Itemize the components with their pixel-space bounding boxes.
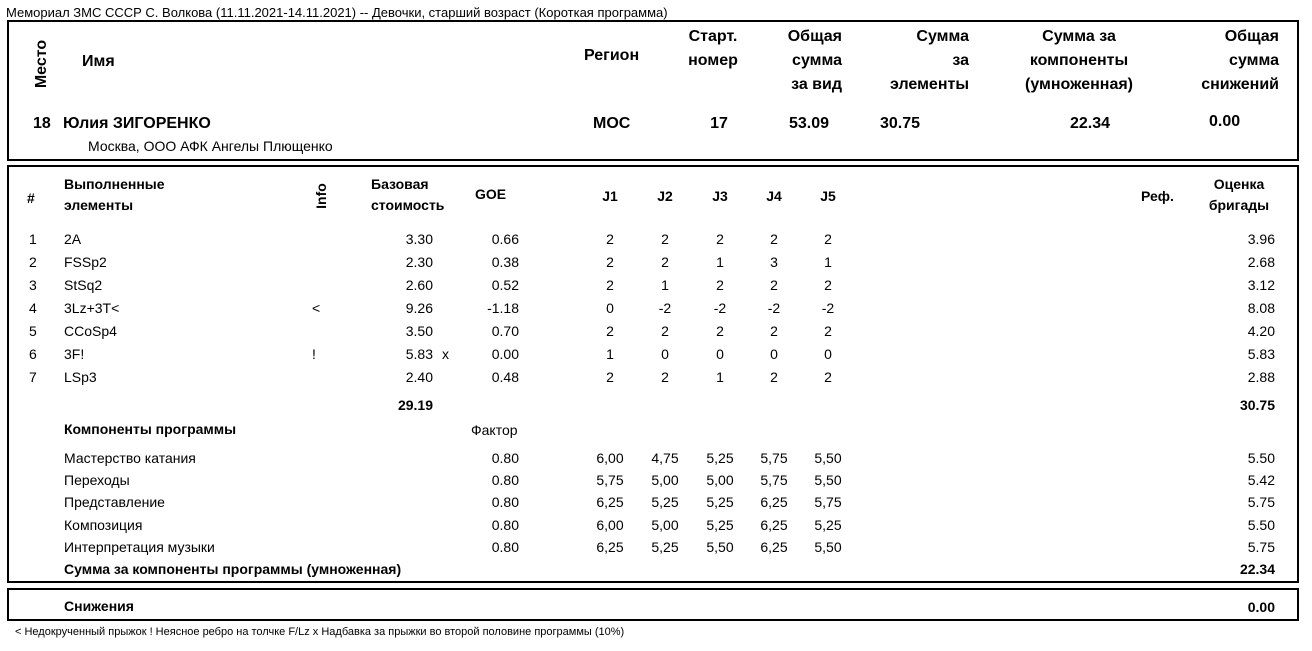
- component-score: 5.75: [1247, 494, 1275, 510]
- skater-region: МОС: [593, 115, 631, 132]
- element-bonus: x: [442, 346, 449, 362]
- skater-name: Юлия ЗИГОРЕНКО: [63, 115, 211, 132]
- component-name: Мастерство катания: [64, 450, 196, 466]
- element-j3: 2: [716, 277, 724, 293]
- element-num: 5: [29, 323, 37, 339]
- component-j1: 6,00: [596, 517, 624, 533]
- element-j4: 2: [770, 369, 778, 385]
- element-j5: 2: [824, 277, 832, 293]
- element-j5: 1: [824, 254, 832, 270]
- element-num: 2: [29, 254, 37, 270]
- col-j1-header: J1: [602, 188, 618, 204]
- element-j1: 0: [606, 300, 614, 316]
- col-goe-header: GOE: [475, 186, 507, 202]
- component-j3: 5,25: [706, 494, 734, 510]
- deductions-total: 0.00: [1247, 599, 1275, 615]
- element-score: 8.08: [1247, 300, 1275, 316]
- element-num: 3: [29, 277, 37, 293]
- element-j5: 0: [824, 346, 832, 362]
- col-j3-header: J3: [712, 188, 728, 204]
- element-base: 2.40: [405, 369, 433, 385]
- skater-tes: 30.75: [880, 115, 921, 132]
- component-factor: 0.80: [491, 450, 519, 466]
- element-goe: 0.70: [491, 323, 519, 339]
- component-j5: 5,25: [814, 517, 842, 533]
- element-num: 1: [29, 231, 37, 247]
- skater-start-number: 17: [710, 115, 728, 132]
- details-box: [7, 165, 1299, 583]
- component-j2: 5,00: [651, 472, 679, 488]
- element-j3: 0: [716, 346, 724, 362]
- col-ref-header: Реф.: [1141, 188, 1174, 204]
- header-pcs: Сумма за компоненты (умноженная): [1025, 28, 1133, 93]
- skater-pcs: 22.34: [1070, 115, 1111, 132]
- components-total-label: Сумма за компоненты программы (умноженная): [64, 561, 402, 577]
- component-name: Интерпретация музыки: [64, 539, 215, 555]
- element-base: 2.30: [405, 254, 433, 270]
- element-j1: 2: [606, 231, 614, 247]
- element-base: 2.60: [405, 277, 433, 293]
- header-region: Регион: [584, 47, 640, 64]
- col-j4-header: J4: [766, 188, 782, 204]
- col-j2-header: J2: [657, 188, 673, 204]
- element-score: 2.88: [1247, 369, 1275, 385]
- col-panel-header: Оценка бригады: [1208, 176, 1270, 213]
- component-score: 5.50: [1247, 450, 1275, 466]
- component-j3: 5,00: [706, 472, 734, 488]
- element-num: 6: [29, 346, 37, 362]
- factor-label: Фактор: [471, 422, 518, 438]
- component-factor: 0.80: [491, 472, 519, 488]
- skater-place: 18: [33, 115, 51, 132]
- element-j4: 2: [770, 323, 778, 339]
- component-factor: 0.80: [491, 539, 519, 555]
- component-name: Представление: [64, 494, 165, 510]
- element-j1: 2: [606, 277, 614, 293]
- element-j2: 2: [661, 323, 669, 339]
- element-name: 3F!: [64, 346, 85, 362]
- skater-total: 53.09: [788, 115, 830, 132]
- deductions-box: [7, 588, 1299, 621]
- component-j3: 5,25: [706, 450, 734, 466]
- component-j1: 6,00: [596, 450, 624, 466]
- element-j1: 1: [606, 346, 614, 362]
- header-start-number: Старт. номер: [688, 28, 738, 69]
- element-info: !: [312, 346, 316, 362]
- element-j4: 2: [770, 231, 778, 247]
- component-j2: 4,75: [651, 450, 679, 466]
- component-j5: 5,50: [814, 539, 842, 555]
- element-j2: 2: [661, 231, 669, 247]
- skater-deductions: 0.00: [1209, 113, 1241, 130]
- col-executed-header: Выполненные элементы: [64, 176, 165, 213]
- elements-total-score: 30.75: [1239, 397, 1275, 413]
- legend: < Недокрученный прыжок ! Неясное ребро на толчке F/Lz x Надбавка за прыжки во второй половине программы (10%): [15, 626, 625, 638]
- component-factor: 0.80: [491, 494, 519, 510]
- elements-total-base: 29.19: [397, 397, 433, 413]
- component-score: 5.50: [1247, 517, 1275, 533]
- element-goe: 0.38: [491, 254, 519, 270]
- element-base: 9.26: [405, 300, 433, 316]
- element-score: 3.96: [1247, 231, 1275, 247]
- element-j1: 2: [606, 323, 614, 339]
- element-name: CCoSp4: [64, 323, 117, 339]
- components-title: Компоненты программы: [64, 421, 237, 437]
- element-score: 3.12: [1247, 277, 1275, 293]
- element-goe: 0.66: [491, 231, 519, 247]
- element-name: FSSp2: [64, 254, 107, 270]
- component-j2: 5,00: [651, 517, 679, 533]
- element-goe: -1.18: [487, 300, 519, 316]
- element-name: 2A: [64, 231, 82, 247]
- header-deductions: Общая сумма снижений: [1201, 28, 1279, 93]
- header-total: Общая сумма за вид: [787, 28, 842, 93]
- element-j4: -2: [767, 300, 781, 316]
- component-j5: 5,50: [814, 472, 842, 488]
- element-j4: 0: [770, 346, 778, 362]
- element-j5: 2: [824, 323, 832, 339]
- element-goe: 0.48: [491, 369, 519, 385]
- element-j3: 1: [716, 254, 724, 270]
- col-base-header: Базовая стоимость: [371, 176, 445, 213]
- element-name: 3Lz+3T<: [64, 300, 120, 316]
- component-name: Переходы: [64, 472, 130, 488]
- deductions-label: Снижения: [64, 598, 134, 614]
- component-j4: 6,25: [760, 494, 788, 510]
- element-j2: 0: [661, 346, 669, 362]
- element-j1: 2: [606, 369, 614, 385]
- component-j5: 5,75: [814, 494, 842, 510]
- component-j4: 5,75: [760, 472, 788, 488]
- element-base: 3.30: [405, 231, 433, 247]
- element-j1: 2: [606, 254, 614, 270]
- component-j1: 6,25: [596, 539, 624, 555]
- element-j3: 2: [716, 323, 724, 339]
- element-j4: 2: [770, 277, 778, 293]
- element-j5: 2: [824, 369, 832, 385]
- component-j2: 5,25: [651, 539, 679, 555]
- component-j1: 6,25: [596, 494, 624, 510]
- element-goe: 0.52: [491, 277, 519, 293]
- col-j5-header: J5: [820, 188, 836, 204]
- element-goe: 0.00: [491, 346, 519, 362]
- element-info: <: [312, 300, 321, 316]
- element-j3: -2: [713, 300, 727, 316]
- component-score: 5.42: [1247, 472, 1275, 488]
- element-base: 3.50: [405, 323, 433, 339]
- element-score: 5.83: [1247, 346, 1275, 362]
- element-name: StSq2: [64, 277, 103, 293]
- component-name: Композиция: [64, 517, 143, 533]
- event-caption: Мемориал ЗМС СССР С. Волкова (11.11.2021-14.11.2021) -- Девочки, старший возраст (Короткая программа): [6, 5, 668, 20]
- element-base: 5.83: [405, 346, 433, 362]
- element-num: 4: [29, 300, 37, 316]
- element-j5: -2: [821, 300, 835, 316]
- header-tes: Сумма за элементы: [890, 28, 969, 93]
- component-j3: 5,25: [706, 517, 734, 533]
- element-j2: 2: [661, 254, 669, 270]
- component-j3: 5,50: [706, 539, 734, 555]
- component-j5: 5,50: [814, 450, 842, 466]
- component-j1: 5,75: [596, 472, 624, 488]
- skater-summary-box: [7, 20, 1299, 161]
- element-score: 2.68: [1247, 254, 1275, 270]
- component-j4: 5,75: [760, 450, 788, 466]
- component-factor: 0.80: [491, 517, 519, 533]
- element-j2: 2: [661, 369, 669, 385]
- element-j2: 1: [661, 277, 669, 293]
- element-j5: 2: [824, 231, 832, 247]
- component-j4: 6,25: [760, 539, 788, 555]
- components-total: 22.34: [1239, 561, 1275, 577]
- skater-club: Москва, ООО АФК Ангелы Плющенко: [88, 138, 333, 154]
- element-name: LSp3: [64, 369, 97, 385]
- col-info-header: Info: [313, 183, 329, 209]
- element-j3: 1: [716, 369, 724, 385]
- col-num-header: #: [27, 190, 35, 206]
- element-score: 4.20: [1247, 323, 1275, 339]
- element-j2: -2: [658, 300, 672, 316]
- element-num: 7: [29, 369, 37, 385]
- header-name: Имя: [82, 53, 115, 70]
- header-place: Место: [33, 39, 50, 89]
- element-j3: 2: [716, 231, 724, 247]
- component-j4: 6,25: [760, 517, 788, 533]
- component-j2: 5,25: [651, 494, 679, 510]
- component-score: 5.75: [1247, 539, 1275, 555]
- element-j4: 3: [770, 254, 778, 270]
